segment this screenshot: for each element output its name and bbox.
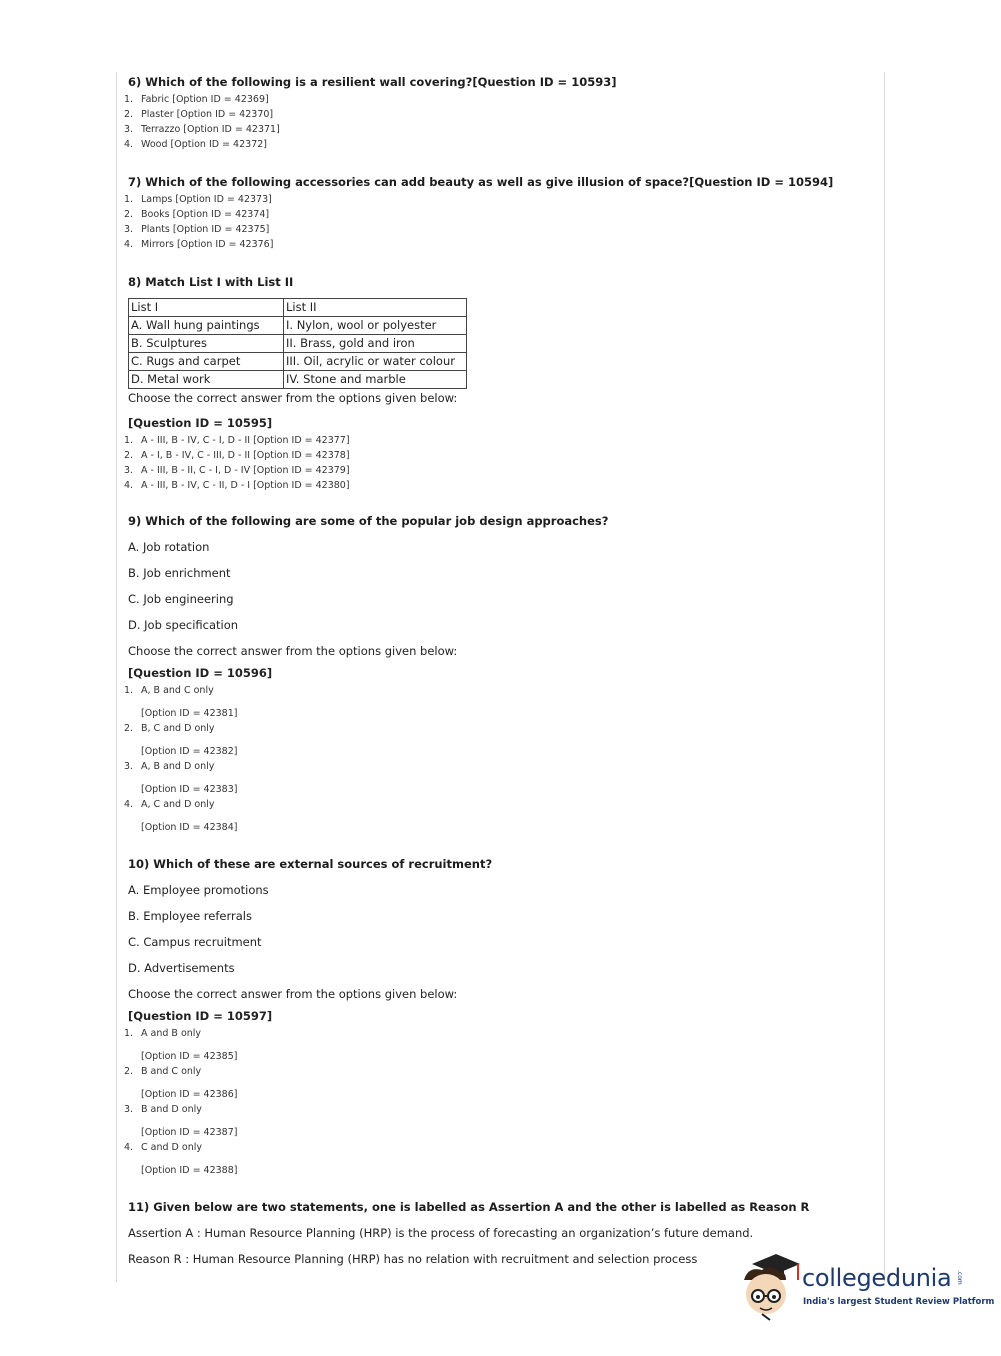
page-right-rule <box>884 72 885 1282</box>
option-list <box>124 683 880 835</box>
option-item: 1. A, B and C only [Option ID = 42381] <box>124 685 238 719</box>
option-item: 2. Plaster [Option ID = 42370] <box>124 109 274 120</box>
option-item: 1. Lamps [Option ID = 42373] <box>124 194 272 205</box>
eye-right <box>772 1295 776 1299</box>
option-item: 2. A - I, B - IV, C - III, D - II [Option ID = 42378] <box>124 450 350 461</box>
page-left-rule <box>116 72 117 1282</box>
option-item: 2. B and C only [Option ID = 42386] <box>124 1066 238 1100</box>
logo-tagline: India's largest Student Review Platform <box>803 1297 995 1307</box>
statement-item: A. Job rotation <box>128 540 210 554</box>
question-title: 6) Which of the following is a resilient wall covering?[Question ID = 10593] <box>128 75 617 89</box>
statement-item: B. Job enrichment <box>128 566 231 580</box>
statement-item: D. Advertisements <box>128 961 235 975</box>
question-title: 8) Match List I with List II <box>128 275 294 289</box>
instruction-text: Choose the correct answer from the options given below: <box>128 644 458 658</box>
table-cell: III. Oil, acrylic or water colour <box>284 353 467 371</box>
question-title: 7) Which of the following accessories can add beauty as well as give illusion of space?[Question ID = 10594] <box>128 175 834 189</box>
option-item: 3. Terrazzo [Option ID = 42371] <box>124 124 280 135</box>
statement-item: B. Employee referrals <box>128 909 252 923</box>
table-cell: C. Rugs and carpet <box>129 353 284 371</box>
question-id: [Question ID = 10595] <box>128 416 273 430</box>
option-item: 1. A - III, B - IV, C - I, D - II [Option ID = 42377] <box>124 435 350 446</box>
table-cell: B. Sculptures <box>129 335 284 353</box>
statement-item: C. Campus recruitment <box>128 935 262 949</box>
table-row <box>129 335 467 353</box>
option-list <box>124 1026 880 1178</box>
option-item: 4. Mirrors [Option ID = 42376] <box>124 239 274 250</box>
document-content <box>124 72 880 1272</box>
option-item: 4. A, C and D only [Option ID = 42384] <box>124 799 238 833</box>
option-item: 3. B and D only [Option ID = 42387] <box>124 1104 238 1138</box>
table-cell: I. Nylon, wool or polyester <box>284 317 467 335</box>
question-id: [Question ID = 10597] <box>128 1009 273 1023</box>
table-row <box>129 371 467 389</box>
collegedunia-logo <box>740 1250 995 1322</box>
table-cell: D. Metal work <box>129 371 284 389</box>
question-7 <box>124 174 880 252</box>
table-cell: II. Brass, gold and iron <box>284 335 467 353</box>
statement-item: A. Employee promotions <box>128 883 269 897</box>
option-item: 2. B, C and D only [Option ID = 42382] <box>124 723 238 757</box>
option-item: 4. C and D only [Option ID = 42388] <box>124 1142 238 1176</box>
mascot-icon <box>740 1250 802 1322</box>
question-title: 10) Which of these are external sources of recruitment? <box>128 857 493 871</box>
reason-text: Reason R : Human Resource Planning (HRP) has no relation with recruitment and selection process <box>128 1252 698 1266</box>
option-list <box>124 92 880 152</box>
table-row <box>129 317 467 335</box>
match-table <box>128 298 467 389</box>
question-6 <box>124 74 880 152</box>
option-item: 2. Books [Option ID = 42374] <box>124 209 270 220</box>
logo-wordmark: collegedunia <box>802 1264 952 1292</box>
question-10 <box>124 856 880 1178</box>
option-list <box>124 192 880 252</box>
pencil-shape <box>762 1314 770 1320</box>
option-item: 3. Plants [Option ID = 42375] <box>124 224 270 235</box>
question-9 <box>124 513 880 835</box>
option-item: 1. A and B only [Option ID = 42385] <box>124 1028 238 1062</box>
option-list <box>124 433 880 493</box>
question-title: 11) Given below are two statements, one is labelled as Assertion A and the other is labelled as Reason R <box>128 1200 810 1214</box>
option-item: 4. A - III, B - IV, C - II, D - I [Option ID = 42380] <box>124 480 350 491</box>
logo-com: .com <box>956 1270 963 1285</box>
question-8 <box>124 274 880 493</box>
statement-item: D. Job specification <box>128 618 239 632</box>
table-row <box>129 353 467 371</box>
option-item: 3. A, B and D only [Option ID = 42383] <box>124 761 238 795</box>
option-item: 3. A - III, B - II, C - I, D - IV [Option ID = 42379] <box>124 465 350 476</box>
assertion-text: Assertion A : Human Resource Planning (HRP) is the process of forecasting an organization’s future demand. <box>128 1226 754 1240</box>
option-item: 4. Wood [Option ID = 42372] <box>124 139 267 150</box>
table-cell: IV. Stone and marble <box>284 371 467 389</box>
table-cell: A. Wall hung paintings <box>129 317 284 335</box>
question-title: 9) Which of the following are some of the popular job design approaches? <box>128 514 609 528</box>
table-row <box>129 299 467 317</box>
instruction-text: Choose the correct answer from the options given below: <box>128 391 458 405</box>
instruction-text: Choose the correct answer from the options given below: <box>128 987 458 1001</box>
table-cell: List II <box>284 299 467 317</box>
table-cell: List I <box>129 299 284 317</box>
option-item: 1. Fabric [Option ID = 42369] <box>124 94 269 105</box>
statement-item: C. Job engineering <box>128 592 234 606</box>
eye-left <box>756 1295 760 1299</box>
question-id: [Question ID = 10596] <box>128 666 273 680</box>
